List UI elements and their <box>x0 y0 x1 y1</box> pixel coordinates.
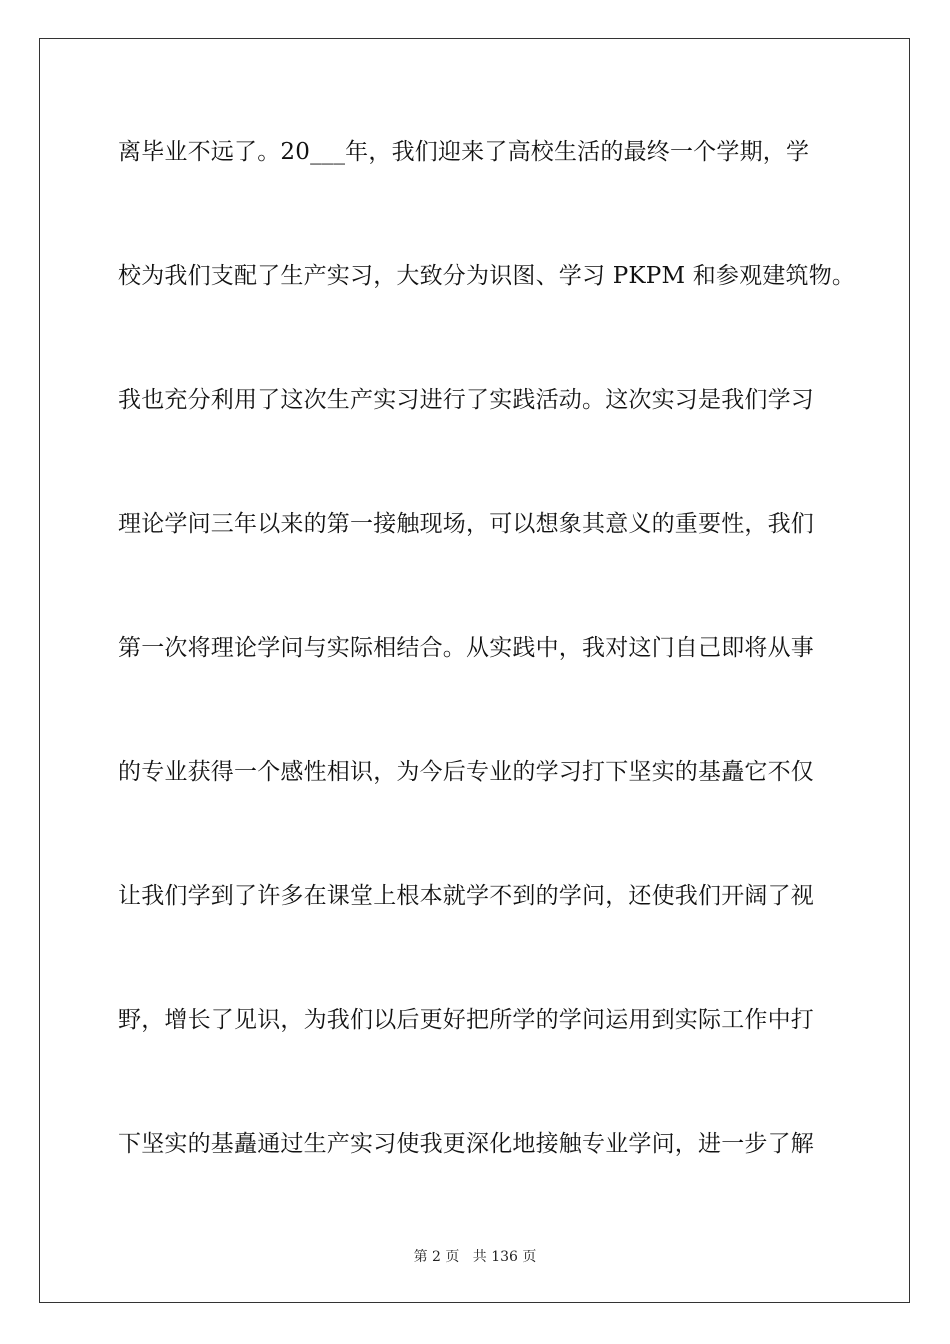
text-line-6: 的专业获得一个感性相识，为今后专业的学习打下坚实的基矗它不仅 <box>118 759 814 785</box>
text-line-2: 校为我们支配了生产实习，大致分为识图、学习 PKPM 和参观建筑物。 <box>118 263 856 289</box>
text-line-5: 第一次将理论学问与实际相结合。从实践中，我对这门自己即将从事 <box>118 635 814 661</box>
page-footer <box>0 1248 950 1266</box>
text-line-7: 让我们学到了许多在课堂上根本就学不到的学问，还使我们开阔了视 <box>118 883 814 909</box>
text-line-3: 我也充分利用了这次生产实习进行了实践活动。这次实习是我们学习 <box>118 387 814 413</box>
total-pages: 共 136 页 <box>472 1249 537 1265</box>
page-number: 第 2 页 <box>413 1249 460 1265</box>
text-line-1: 离毕业不远了。20___年，我们迎来了高校生活的最终一个学期，学 <box>118 139 810 165</box>
text-line-4: 理论学问三年以来的第一接触现场，可以想象其意义的重要性，我们 <box>118 511 814 537</box>
text-line-9: 下坚实的基矗通过生产实习使我更深化地接触专业学问，进一步了解 <box>118 1131 814 1157</box>
text-line-8: 野，增长了见识，为我们以后更好把所学的学问运用到实际工作中打 <box>118 1007 814 1033</box>
document-body <box>118 125 856 1241</box>
